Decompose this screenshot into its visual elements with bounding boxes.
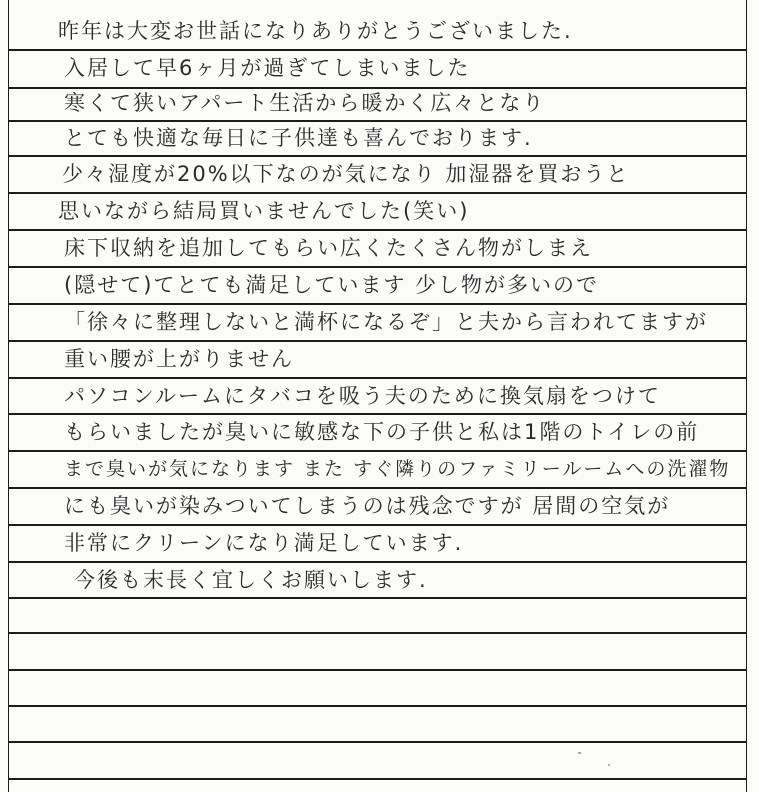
letter-line: まで臭いが気になります また すぐ隣りのファミリールームへの洗濯物 bbox=[64, 458, 731, 480]
right-margin-border bbox=[746, 0, 747, 792]
letter-line: 今後も末長く宜しくお願いします. bbox=[74, 568, 428, 592]
ruled-line bbox=[8, 705, 747, 707]
letter-line: にも臭いが染みついてしまうのは残念ですが 居間の空気が bbox=[64, 494, 671, 518]
letter-line: 重い腰が上がりません bbox=[64, 347, 294, 371]
paper-speck bbox=[578, 752, 581, 754]
paper-speck bbox=[608, 764, 610, 766]
letter-line: (隠せて)てとても満足しています 少し物が多いので bbox=[64, 273, 600, 297]
letter-line: 昨年は大変お世話になりありがとうございました. bbox=[58, 19, 573, 43]
letter-line: もらいましたが臭いに敏感な下の子供と私は1階のトイレの前 bbox=[64, 420, 700, 444]
letter-line: 寒くて狭いアパート生活から暖かく広々となり bbox=[64, 91, 546, 115]
left-margin-border bbox=[8, 0, 9, 792]
letter-line: 入居して早6ヶ月が過ぎてしまいました bbox=[64, 56, 471, 80]
ruled-line bbox=[8, 632, 747, 634]
letter-line: 非常にクリーンになり満足しています. bbox=[64, 531, 464, 555]
letter-line: 床下収納を追加してもらい広くたくさん物がしまえ bbox=[64, 236, 593, 260]
ruled-line bbox=[8, 741, 747, 743]
letter-line: パソコンルームにタバコを吸う夫のために換気扇をつけて bbox=[64, 384, 661, 408]
letter-line: 思いながら結局買いませんでした(笑い) bbox=[58, 199, 470, 223]
ruled-line bbox=[8, 669, 747, 671]
ruled-line bbox=[8, 778, 747, 780]
letter-line: 少々湿度が20%以下なのが気になり 加湿器を買おうと bbox=[62, 162, 630, 186]
letter-line: とても快適な毎日に子供達も喜んでおります. bbox=[64, 126, 533, 150]
letter-line: 「徐々に整理しないと満杯になるぞ」と夫から言われてますが bbox=[64, 310, 708, 334]
